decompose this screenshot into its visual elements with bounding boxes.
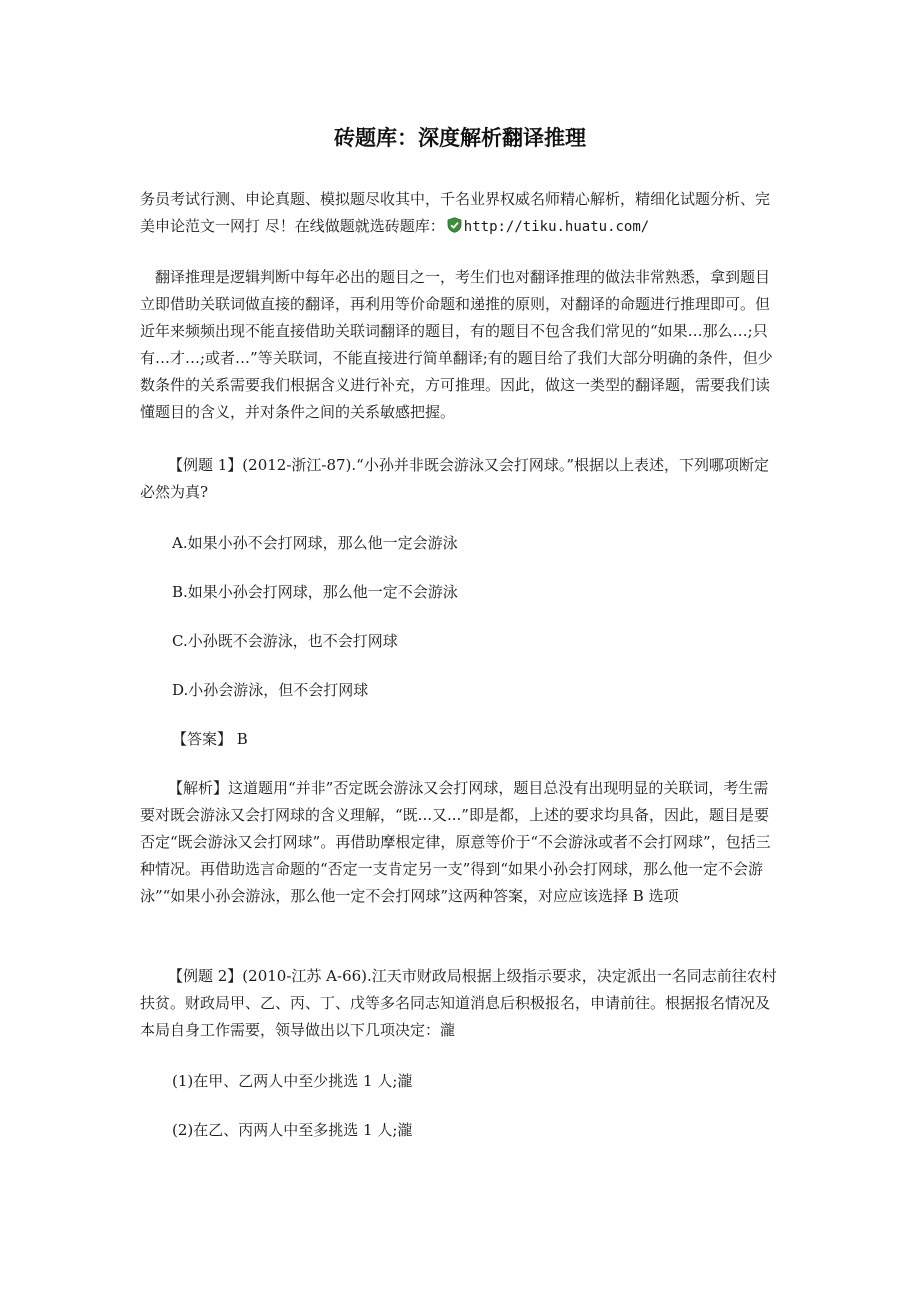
page-title: 砖题库：深度解析翻译推理 bbox=[334, 126, 586, 150]
example1-option-d: D.小孙会游泳，但不会打网球 bbox=[172, 681, 369, 699]
example1-question: 【例题 1】(2012-浙江-87).“小孙并非既会游泳又会打网球。”根据以上表述，下列哪项断定必然为真? bbox=[140, 456, 770, 501]
example2-question: 【例题 2】(2010-江苏 A-66).江天市财政局根据上级指示要求，决定派出一名同志前往农村扶贫。财政局甲、乙、丙、丁、戊等多名同志知道消息后积极报名，申请前往。根据报名情况及本局自身工作需要，领导做出以下几项决定：瀧 bbox=[140, 967, 777, 1039]
paragraph-intro-translation: 翻译推理是逻辑判断中每年必出的题目之一，考生们也对翻译推理的做法非常熟悉，拿到题目立即借助关联词做直接的翻译，再利用等价命题和递推的原则，对翻译的命题进行推理即可。但近年来频频出现不能直接借助关联词翻译的题目，有的题目不包含我们常见的“如果…那么…;只有…才…;或者…”等关联词，不能直接进行简单翻译;有的题目给了我们大部分明确的条件，但少数条件的关系需要我们根据含义进行补充，方可推理。因此，做这一类型的翻译题，需要我们读懂题目的含义，并对条件之间的关系敏感把握。 bbox=[140, 268, 773, 421]
example1-option-b: B.如果小孙会打网球，那么他一定不会游泳 bbox=[172, 583, 458, 601]
shield-check-icon bbox=[447, 215, 462, 242]
site-link[interactable]: http://tiku.huatu.com/ bbox=[463, 219, 650, 235]
example1-option-a: A.如果小孙不会打网球，那么他一定会游泳 bbox=[172, 534, 458, 552]
example1-answer: 【答案】 B bbox=[172, 730, 248, 748]
example2-condition-2: (2)在乙、丙两人中至多挑选 1 人;瀧 bbox=[172, 1121, 413, 1139]
intro-text: 务员考试行测、申论真题、模拟题尽收其中，千名业界权威名师精心解析，精细化试题分析、完美申论范文一网打 尽！在线做题就选砖题库： bbox=[140, 190, 771, 235]
example2-condition-1: (1)在甲、乙两人中至少挑选 1 人;瀧 bbox=[172, 1072, 413, 1090]
example1-analysis: 【解析】这道题用“并非”否定既会游泳又会打网球，题目总没有出现明显的关联词，考生需要对既会游泳又会打网球的含义理解，“既...又...”即是都，上述的要求均具备，因此，题目是要否定“既会游泳又会打网球”。再借助摩根定律，原意等价于“不会游泳或者不会打网球”，包括三种情况。再借助选言命题的“否定一支肯定另一支”得到“如果小孙会打网球，那么他一定不会游泳”“如果小孙会游泳，那么他一定不会打网球”这两种答案，对应应该选择 B 选项 bbox=[140, 779, 771, 905]
example1-option-c: C.小孙既不会游泳，也不会打网球 bbox=[172, 632, 398, 650]
intro-paragraph bbox=[140, 186, 782, 242]
